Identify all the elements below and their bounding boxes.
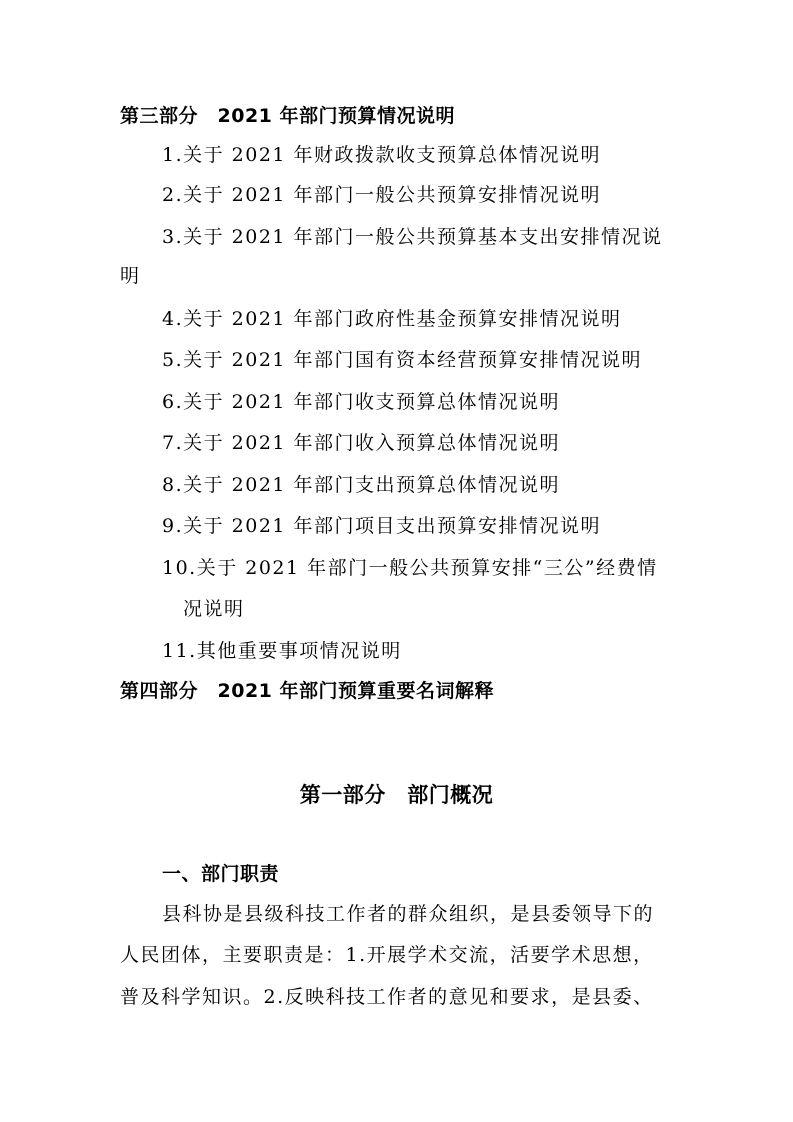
toc-item-3: 3.关于 2021 年部门一般公共预算基本支出安排情况说 (162, 226, 663, 248)
part1-heading: 第一部分 部门概况 (299, 783, 494, 807)
part3-title: 第三部分 2021 年部门预算情况说明 (120, 105, 455, 127)
toc-item-4: 4.关于 2021 年部门政府性基金预算安排情况说明 (162, 308, 622, 330)
paragraph-line-1: 县科协是县级科技工作者的群众组织，是县委领导下的 (162, 903, 655, 925)
toc-item-10-continued: 况说明 (183, 598, 245, 620)
toc-item-11: 11.其他重要事项情况说明 (162, 640, 402, 662)
toc-item-9: 9.关于 2021 年部门项目支出预算安排情况说明 (162, 515, 602, 537)
toc-item-1: 1.关于 2021 年财政拨款收支预算总体情况说明 (162, 144, 602, 166)
paragraph-line-2: 人民团体，主要职责是：1.开展学术交流，活要学术思想， (120, 944, 654, 966)
toc-item-6: 6.关于 2021 年部门收支预算总体情况说明 (162, 391, 561, 413)
toc-item-3-continued: 明 (120, 265, 141, 287)
paragraph-line-3: 普及科学知识。2.反映科技工作者的意见和要求，是县委、 (120, 986, 654, 1008)
toc-item-8: 8.关于 2021 年部门支出预算总体情况说明 (162, 474, 561, 496)
toc-item-7: 7.关于 2021 年部门收入预算总体情况说明 (162, 432, 561, 454)
toc-item-2: 2.关于 2021 年部门一般公共预算安排情况说明 (162, 184, 602, 206)
toc-item-5: 5.关于 2021 年部门国有资本经营预算安排情况说明 (162, 349, 643, 371)
part4-title: 第四部分 2021 年部门预算重要名词解释 (120, 680, 494, 702)
section-heading-duties: 一、部门职责 (162, 863, 280, 885)
toc-item-10: 10.关于 2021 年部门一般公共预算安排“三公”经费情 (162, 557, 658, 579)
